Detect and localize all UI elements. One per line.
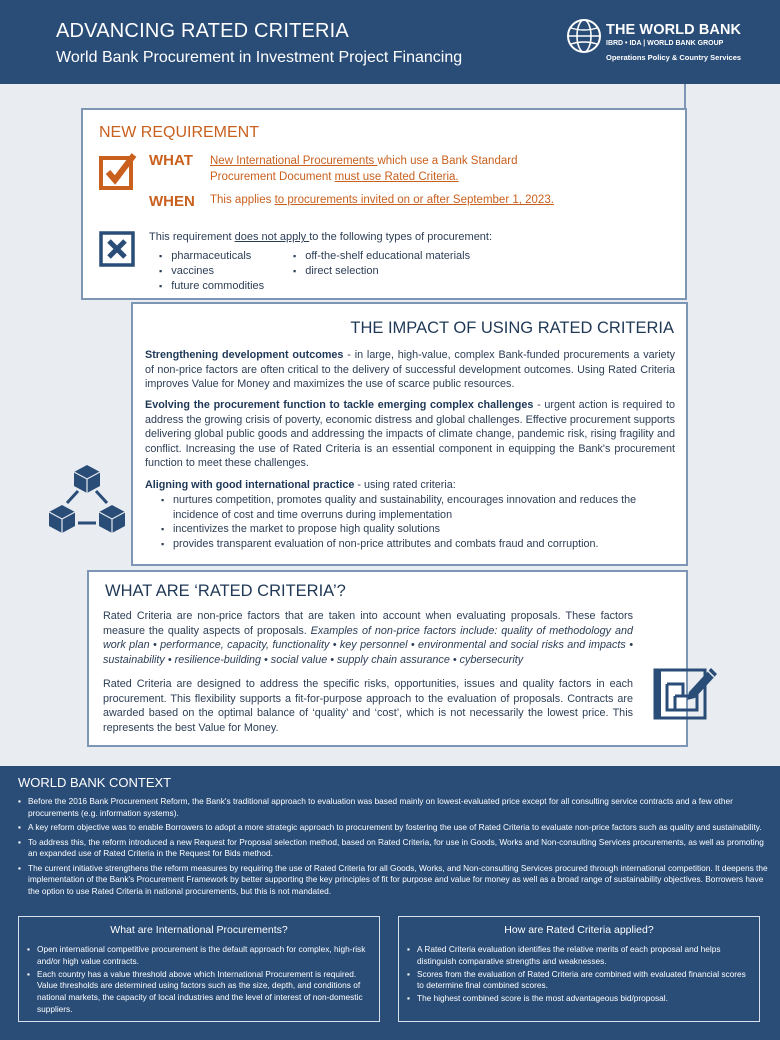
context-bullet: ▪ Before the 2016 Bank Procurement Reform, the Bank's traditional approach to evaluation was based mainly on lowest-evaluated price except for all consulting service contracts and a few other procurements (e.g. information systems). bbox=[18, 796, 770, 819]
not-apply-text bbox=[149, 231, 492, 243]
world-bank-logo[interactable] bbox=[566, 18, 766, 68]
impact-bullet: ▪ incentivizes the market to propose high quality solutions bbox=[145, 522, 675, 537]
page-title: ADVANCING RATED CRITERIA bbox=[56, 20, 349, 42]
excluded-x-icon bbox=[99, 231, 135, 267]
impact-p1-text: - in large, high-value, complex Bank-funded procurements a variety of non-price factors are often critical to the delivery of successful development outcomes. Using Rated Criteria improves Value for Money and maximizes the use of scarce public resources. bbox=[145, 349, 675, 390]
exclusion-item: ▪ direct selection bbox=[283, 264, 470, 279]
exclusion-item: ▪ off-the-shelf educational materials bbox=[283, 249, 470, 264]
impact-p3-heading: Aligning with good international practice bbox=[145, 479, 355, 491]
impact-p2-text: - urgent action is required to address the growing crisis of poverty, economic distress and global challenges. Effective procurement supports delivering global public goods and addressing the impacts of climate change, pandemic risk, rising fragility and conflict. Increasing the use of Rated Criteria is an essential component in equipping the Bank's procurement function to meet these challenges. bbox=[145, 399, 676, 469]
what-text: which use a Bank Standard Procurement Document bbox=[210, 155, 518, 183]
network-cubes-icon bbox=[48, 463, 126, 535]
rated-criteria-applied-box bbox=[398, 916, 760, 1022]
not-apply-suffix: to the following types of procurement: bbox=[309, 231, 493, 243]
rated-p1-text: Rated Criteria are non-price factors that are taken into account when evaluating proposals. These factors measure the quality aspects of proposals. bbox=[103, 610, 633, 637]
page-subtitle: World Bank Procurement in Investment Project Financing bbox=[56, 49, 463, 66]
impact-paragraph-3 bbox=[145, 478, 675, 493]
international-procurements-box bbox=[18, 916, 380, 1022]
what-label: WHAT bbox=[149, 152, 193, 169]
rated-p2-text: Rated Criteria are designed to address the specific risks, opportunities, issues and quality factors in each procurement. This flexibility supports a fit-for-purpose approach to the evaluation of proposals. Contracts are awarded based on the optimal balance of ‘quality’ and ‘cost’, which is not necessarily the lowest price. This represents the best Value for Money. bbox=[103, 678, 633, 734]
exclusions-list-1 bbox=[149, 249, 264, 294]
impact-paragraph-2 bbox=[145, 398, 675, 471]
impact-title: THE IMPACT OF USING RATED CRITERIA bbox=[350, 319, 674, 337]
what-description bbox=[210, 153, 570, 185]
rated-p1-examples: Examples of non-price factors include: quality of methodology and work plan • performance, capacity, functionality • key personnel • environmental and social risks and impacts • sustainability • resilience-building • social value • supply chain assurance • cybersecurity bbox=[103, 624, 633, 666]
when-text-prefix: This applies bbox=[210, 194, 275, 206]
blueprint-pencil-icon bbox=[653, 662, 719, 722]
impact-bullet: ▪ nurtures competition, promotes quality and sustainability, encourages innovation and reduces the incidence of cost and time overruns during implementation bbox=[145, 493, 675, 522]
exclusion-item: ▪ pharmaceuticals bbox=[149, 249, 264, 264]
exclusion-item: ▪ vaccines bbox=[149, 264, 264, 279]
what-text-underlined-2: must use Rated Criteria. bbox=[334, 171, 459, 183]
impact-bullet: ▪ provides transparent evaluation of non-price attributes and combats fraud and corruption. bbox=[145, 537, 675, 552]
rated-criteria-title: WHAT ARE ‘RATED CRITERIA’? bbox=[105, 582, 346, 600]
context-bullet-list bbox=[18, 796, 770, 900]
rated-criteria-applied-title: How are Rated Criteria applied? bbox=[504, 924, 654, 936]
when-label: WHEN bbox=[149, 193, 195, 210]
logo-department: Operations Policy & Country Services bbox=[606, 53, 742, 62]
when-description bbox=[210, 194, 554, 206]
international-procurements-list bbox=[27, 944, 369, 1016]
rated-paragraph-1 bbox=[103, 609, 633, 667]
impact-paragraph-1 bbox=[145, 348, 675, 392]
rated-criteria-applied-bullet: ▪ The highest combined score is the most advantageous bid/proposal. bbox=[407, 993, 749, 1005]
not-apply-underlined: does not apply bbox=[234, 231, 310, 243]
checkbox-checked-icon bbox=[99, 153, 137, 191]
new-requirement-panel bbox=[81, 108, 687, 300]
logo-name: THE WORLD BANK bbox=[606, 22, 742, 38]
not-apply-prefix: This requirement bbox=[149, 231, 235, 243]
international-procurements-bullet: ▪ Open international competitive procurement is the default approach for complex, high-risk and/or high value contracts. bbox=[27, 944, 369, 968]
context-bullet: ▪ To address this, the reform introduced a new Request for Proposal selection method, based on Rated Criteria, for use in Goods, Works and Non-consulting Services procurements, as well as promoting an expanded use of Rated Criteria in the Request for Bids method. bbox=[18, 837, 770, 860]
impact-p1-heading: Strengthening development outcomes bbox=[145, 349, 344, 361]
exclusion-item: ▪ future commodities bbox=[149, 279, 264, 294]
globe-icon bbox=[566, 18, 602, 54]
logo-ibrd: IBRD • IDA | WORLD BANK GROUP bbox=[606, 40, 724, 47]
impact-bullet-list bbox=[145, 493, 675, 551]
impact-p3-text: - using rated criteria: bbox=[354, 479, 456, 491]
context-bullet: ▪ A key reform objective was to enable Borrowers to adopt a more strategic approach to procurement by fostering the use of Rated Criteria to evaluate non-price factors such as quality and sustainability. bbox=[18, 822, 770, 834]
header-banner bbox=[0, 0, 780, 84]
impact-p2-heading: Evolving the procurement function to tackle emerging complex challenges bbox=[145, 399, 534, 411]
what-text-underlined: New International Procurements bbox=[210, 155, 378, 167]
rated-criteria-applied-bullet: ▪ Scores from the evaluation of Rated Criteria are combined with evaluated financial scores to determine final combined scores. bbox=[407, 969, 749, 993]
rated-criteria-applied-list bbox=[407, 944, 749, 1005]
connector-line bbox=[684, 84, 686, 110]
new-requirement-title: NEW REQUIREMENT bbox=[99, 124, 259, 141]
context-bullet: ▪ The current initiative strengthens the reform measures by requiring the use of Rated Criteria for all Goods, Works, and Non-consulting Services procured through international competition. It deepens the implementation of the Bank's Procurement Framework by better supporting the key principles of fit for purpose and value for money as well as a broad range of sustainability objectives. Borrowers have the option to use Rated Criteria in national procurements, but this is not mandated. bbox=[18, 863, 770, 898]
when-text-underlined: to procurements invited on or after September 1, 2023. bbox=[274, 194, 554, 206]
international-procurements-title: What are International Procurements? bbox=[110, 924, 288, 936]
rated-criteria-applied-bullet: ▪ A Rated Criteria evaluation identifies the relative merits of each proposal and helps distinguish comparative strengths and weaknesses. bbox=[407, 944, 749, 968]
international-procurements-bullet: ▪ Each country has a value threshold above which International Procurement is required. Value thresholds are determined using factors such as the size, depth, and conditions of national markets, the capacity of local industries and the level of interest of non-domestic suppliers. bbox=[27, 969, 369, 1016]
context-title: WORLD BANK CONTEXT bbox=[18, 775, 172, 790]
exclusions-list-2 bbox=[283, 249, 470, 279]
rated-paragraph-2 bbox=[103, 677, 633, 735]
